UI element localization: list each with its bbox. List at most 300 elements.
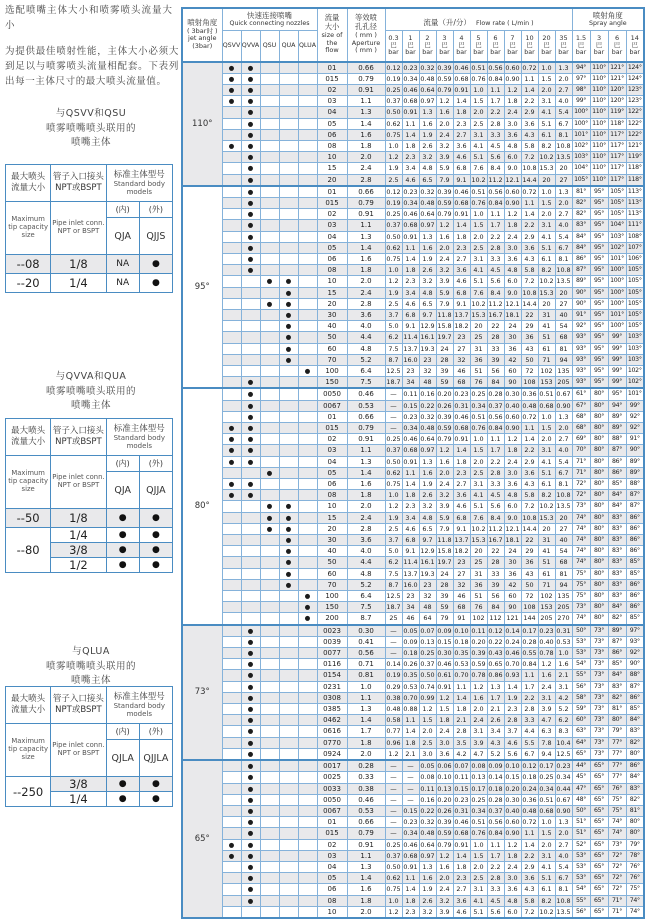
flow-value: 59 [436, 602, 453, 613]
availability-empty [298, 220, 317, 231]
spray-angle-value: 65° [590, 884, 608, 895]
pressure-value: 1.5 [575, 33, 587, 42]
flow-value: 14.4 [522, 299, 537, 308]
spray-angle-value: 81° [572, 186, 590, 198]
flow-value: 1.4 [402, 884, 419, 895]
flow-value: 4.6 [402, 174, 419, 186]
flow-value: 1.1 [487, 84, 504, 95]
flow-value: 0.90 [556, 401, 571, 410]
spray-angle-value: 93° [572, 365, 590, 376]
flow-value: 3.9 [436, 152, 453, 163]
flow-value: 2.0 [538, 84, 555, 95]
availability-empty [260, 479, 279, 490]
availability-empty [260, 805, 279, 816]
flow-value: 16.0 [403, 580, 418, 589]
availability-empty [298, 850, 317, 861]
spray-angle-value: 50° [572, 805, 590, 816]
flow-value: 6.7 [555, 118, 572, 129]
availability-empty [222, 557, 241, 568]
flow-value: 1.4 [521, 84, 538, 95]
flow-size-code: 200 [317, 613, 347, 625]
flow-value: 0.31 [454, 401, 469, 410]
flow-value: 1.3 [487, 681, 504, 692]
flow-value: 0.75 [386, 130, 401, 139]
flow-value: 11.8 [437, 310, 452, 319]
availability-empty [298, 400, 317, 411]
flow-value: 0.32 [420, 187, 435, 196]
flow-value: 1.9 [419, 253, 436, 264]
flow-value-dash: — [385, 772, 402, 783]
spray-angle-value: 95° [590, 220, 608, 231]
flow-value-dash: — [385, 760, 402, 772]
spray-angle-value: 68° [572, 411, 590, 422]
availability-empty [260, 445, 279, 456]
availability-empty [298, 625, 317, 637]
spray-angle-value: 68° [572, 423, 590, 434]
flow-value: 5.8 [521, 140, 538, 151]
spray-angle-value: 98° [572, 84, 590, 95]
flow-value: 1.6 [555, 659, 572, 670]
spray-angle-value: 76° [626, 873, 644, 884]
availability-empty [279, 748, 298, 760]
pressure-value: 1 [408, 33, 413, 42]
spray-angle-value: 75° [608, 805, 626, 816]
flow-value: 0.46 [454, 818, 469, 827]
flow-value: 0.19 [386, 198, 401, 207]
spray-angle-value: 55° [572, 895, 590, 906]
flow-value: 4.6 [453, 501, 470, 512]
flow-value: 2.8 [453, 726, 470, 737]
availability-empty [222, 828, 241, 839]
spray-angle-value: 81° [626, 805, 644, 816]
flow-value: 1.1 [487, 839, 504, 850]
flow-value: 0.75 [386, 254, 401, 263]
aperture-value: 1.3 [347, 107, 385, 118]
inner-label: (内) [106, 456, 139, 472]
spray-angle-value: 58° [572, 692, 590, 703]
availability-dot: ● [106, 543, 139, 558]
flow-value: 46 [453, 591, 470, 602]
flow-value: 81 [555, 343, 572, 354]
flow-value: 0.12 [386, 187, 401, 196]
flow-value: 6.5 [419, 174, 436, 186]
availability-dot-qvva: ● [241, 704, 260, 715]
spray-angle-value: 65° [590, 817, 608, 828]
spray-angle-value: 65° [590, 805, 608, 816]
bar-en: bar [629, 49, 640, 57]
flow-value: 5.8 [521, 490, 538, 501]
aperture-column-header [347, 8, 385, 62]
flow-value: 29 [521, 546, 538, 557]
pressure-value: 2 [425, 33, 430, 42]
flow-value: 1.5 [470, 220, 487, 231]
outer-label: (外) [139, 724, 172, 740]
flow-value: 48 [419, 602, 436, 613]
availability-empty [260, 748, 279, 760]
inner-model-name: QJA [106, 218, 139, 255]
availability-empty [222, 332, 241, 343]
availability-empty [279, 253, 298, 264]
flow-size-code: 015 [317, 423, 347, 434]
flow-value: 8.7 [385, 354, 402, 365]
flow-value: 12.9 [420, 322, 435, 331]
flow-size-code: 30 [317, 535, 347, 546]
flow-value: 71 [538, 579, 555, 590]
flow-value: 10.2 [471, 299, 486, 308]
flow-value: 5.0 [385, 321, 402, 332]
aperture-value: 3.6 [347, 309, 385, 320]
flow-value: 2.2 [487, 107, 504, 118]
availability-empty [222, 817, 241, 828]
availability-dot-qsvv: ● [222, 84, 241, 95]
bar-zh: 巴 [441, 42, 448, 49]
flow-value: 20 [538, 523, 555, 534]
flow-value: 3.1 [538, 96, 555, 107]
flow-value: 2.3 [402, 906, 419, 918]
availability-dot-qua: ● [279, 287, 298, 298]
flow-value: 3.1 [470, 479, 487, 490]
flow-value: 3.4 [402, 512, 419, 523]
spray-angle-value: 73° [590, 726, 608, 737]
flow-size-code: 50 [317, 332, 347, 343]
flow-value-dash: — [385, 411, 402, 422]
flow-value: 2.2 [521, 445, 538, 456]
availability-empty [241, 276, 260, 287]
flow-value: 15.3 [539, 513, 554, 522]
flow-value: 0.34 [471, 401, 486, 410]
availability-dot-qsvv: ● [222, 850, 241, 861]
flow-value: 11.2 [487, 174, 504, 186]
flow-value: 18.1 [505, 310, 520, 319]
spray-angle-value: 83° [608, 681, 626, 692]
availability-dot-qua: ● [279, 343, 298, 354]
availability-empty [298, 794, 317, 805]
spray-angle-value: 92° [626, 648, 644, 659]
spray-angle-value: 83° [608, 557, 626, 568]
flow-size-code: 01 [317, 411, 347, 422]
flow-value: 0.22 [420, 401, 435, 410]
flow-value: 4.1 [470, 490, 487, 501]
availability-dot-qua: ● [279, 501, 298, 512]
flow-value: 135 [555, 365, 572, 376]
availability-empty [222, 287, 241, 298]
flow-size-code: 03 [317, 220, 347, 231]
availability-empty [222, 354, 241, 365]
availability-empty [260, 388, 279, 400]
aperture-value: 1.4 [347, 873, 385, 884]
aperture-value: 4.4 [347, 332, 385, 343]
flow-value: 1.4 [521, 434, 538, 445]
spray-angle-value: 103° [626, 343, 644, 354]
flow-value: 6.5 [419, 523, 436, 534]
flow-value: 0.61 [437, 671, 452, 680]
availability-empty [260, 591, 279, 602]
availability-empty [260, 118, 279, 129]
availability-dot-qua: ● [279, 321, 298, 332]
flow-value: 1.2 [436, 220, 453, 231]
pressure-value: 7 [510, 33, 515, 42]
availability-empty [222, 568, 241, 579]
tip-capacity-size: --08 [6, 255, 51, 274]
flow-value: 12.9 [420, 547, 435, 556]
spray-angle-value: 124° [626, 73, 644, 84]
size-column-header [317, 8, 347, 62]
flow-value: 0.11 [471, 626, 486, 635]
flow-value: 0.43 [488, 649, 503, 658]
flow-value: 0.91 [454, 435, 469, 444]
flow-value: 112 [487, 613, 504, 625]
availability-dot-qvva: ● [241, 861, 260, 872]
availability-dot: ● [139, 777, 172, 792]
spray-angle-value: 72° [608, 850, 626, 861]
spray-angle-value: 71° [608, 906, 626, 918]
flow-value: 13.5 [555, 906, 572, 918]
flow-value: 3.2 [436, 490, 453, 501]
spray-angle-value: 80° [608, 715, 626, 726]
flow-value: 4.1 [538, 231, 555, 242]
flow-value: 6.0 [504, 501, 521, 512]
flow-value: 2.2 [487, 231, 504, 242]
availability-empty [222, 579, 241, 590]
spray-en: Spray angle [588, 19, 627, 27]
flow-value: 6.0 [504, 276, 521, 287]
flow-value: 4.1 [470, 140, 487, 151]
spray-angle-value: 80° [590, 388, 608, 400]
flow-value: 5.6 [504, 748, 521, 760]
flow-value: 0.78 [539, 649, 554, 658]
flow-value: 6.8 [402, 535, 419, 546]
size-en1: size of [321, 30, 343, 39]
availability-empty [279, 760, 298, 772]
flow-value: 0.39 [437, 187, 452, 196]
flow-value: 19.7 [437, 333, 452, 342]
availability-empty [222, 726, 241, 737]
flow-size-code: 01 [317, 62, 347, 74]
aperture-value: 2.8 [347, 523, 385, 534]
availability-dot-qvva: ● [241, 140, 260, 151]
bar-zh: 巴 [613, 42, 621, 49]
availability-empty [241, 579, 260, 590]
aperture-value: 0.91 [347, 209, 385, 220]
flow-value: 64 [419, 613, 436, 625]
flow-size-code: 0308 [317, 692, 347, 703]
flow-value: 1.4 [504, 681, 521, 692]
flow-pressure-header [402, 30, 419, 62]
aperture-value: 0.53 [347, 400, 385, 411]
pressure-value: 6 [493, 33, 498, 42]
flow-size-code: 0039 [317, 636, 347, 647]
flow-value: 0.91 [454, 840, 469, 849]
flow-value-dash: — [402, 783, 419, 794]
flow-value: 8.4 [487, 512, 504, 523]
flow-value: 0.68 [454, 424, 469, 432]
flow-value: 15.3 [539, 164, 554, 173]
availability-dot-qvva: ● [241, 129, 260, 140]
flow-value: 1.8 [453, 861, 470, 872]
spray-angle-value: 54° [572, 659, 590, 670]
flow-value-dash: — [385, 648, 402, 659]
availability-empty [260, 434, 279, 445]
flow-value: 10.2 [471, 524, 486, 533]
availability-dot-qvva: ● [241, 805, 260, 816]
bar-zh: 巴 [526, 42, 533, 49]
spray-angle-value: 118° [626, 163, 644, 174]
flow-value: 5.2 [555, 704, 572, 715]
spray-angle-value: 110° [590, 129, 608, 140]
availability-empty [298, 321, 317, 332]
flow-size-code: 06 [317, 253, 347, 264]
spray-angle-value: 55° [572, 670, 590, 681]
spray-angle-value: 99° [626, 400, 644, 411]
flow-pressure-header [521, 30, 538, 62]
availability-dot-qvva: ● [241, 152, 260, 163]
availability-empty [260, 760, 279, 772]
flow-value: 0.65 [488, 660, 503, 669]
flow-value: 0.18 [403, 649, 418, 658]
availability-empty [222, 253, 241, 264]
flow-value: 68 [555, 332, 572, 343]
availability-empty [260, 62, 279, 74]
spray-angle-value: 86° [626, 546, 644, 557]
flow-value: 3.2 [419, 501, 436, 512]
availability-empty [298, 817, 317, 828]
flow-value: 0.68 [454, 829, 469, 838]
availability-empty [279, 839, 298, 850]
availability-empty [298, 118, 317, 129]
flow-value: 0.68 [454, 74, 469, 83]
flow-value: 3.0 [504, 467, 521, 478]
spray-angle-value: 87° [626, 681, 644, 692]
spray-angle-value: 124° [626, 62, 644, 74]
caption-line: 喷雾喷嘴喷头联用的 [45, 660, 136, 672]
flow-value: 2.3 [453, 118, 470, 129]
availability-empty [260, 704, 279, 715]
flow-size-code: 06 [317, 479, 347, 490]
flow-value: 0.46 [403, 435, 418, 444]
spray-angle-value: 83° [608, 568, 626, 579]
availability-empty [260, 107, 279, 118]
flow-value: 1.8 [453, 231, 470, 242]
flow-value: 1.4 [453, 692, 470, 703]
flow-value: 0.75 [386, 480, 401, 489]
availability-dot-qua: ● [279, 535, 298, 546]
bar-en: bar [593, 49, 605, 57]
outer-label: (外) [139, 202, 172, 218]
flow-value: 0.26 [403, 660, 418, 669]
flow-value: 4.8 [419, 287, 436, 298]
flow-value: 1.0 [538, 817, 555, 828]
flow-value: 7.6 [470, 163, 487, 174]
flow-value: 0.34 [403, 829, 418, 838]
availability-dot-qvva: ● [241, 670, 260, 681]
caption-line: 喷雾喷嘴喷头联用的 [45, 122, 136, 134]
spray-angle-value: 73° [590, 748, 608, 760]
spray-angle-value: 85° [626, 704, 644, 715]
flow-value: 2.7 [453, 129, 470, 140]
availability-dot-qsvv: ● [222, 839, 241, 850]
availability-empty [298, 772, 317, 783]
availability-empty [298, 636, 317, 647]
flow-value: 1.8 [402, 895, 419, 906]
availability-empty [279, 377, 298, 389]
flow-value: 3.0 [504, 118, 521, 129]
flow-value: 0.60 [505, 63, 520, 72]
spray-angle-value: 64° [572, 737, 590, 748]
flow-value: 39 [436, 365, 453, 376]
spray-angle-value: 75° [626, 884, 644, 895]
flow-value: 43 [521, 343, 538, 354]
flow-value: 0.40 [505, 401, 520, 410]
flow-value: 0.59 [437, 829, 452, 838]
flow-value: 0.50 [386, 108, 401, 117]
flow-value: 4.3 [521, 253, 538, 264]
availability-dot-qlua: ● [298, 365, 317, 376]
flow-value: 0.20 [437, 795, 452, 804]
aperture-value: 0.38 [347, 783, 385, 794]
spray-angle-value: 94° [608, 400, 626, 411]
flow-value: 68 [453, 602, 470, 613]
flow-size-code: 08 [317, 140, 347, 151]
flow-size-code: 0017 [317, 760, 347, 772]
flow-value: 11.2 [488, 524, 503, 533]
flow-value: 1.3 [419, 456, 436, 467]
spray-angle-value: 86° [626, 602, 644, 613]
spray-angle-value: 54° [572, 884, 590, 895]
availability-empty [298, 760, 317, 772]
spray-angle-value: 80° [590, 400, 608, 411]
bar-en: bar [439, 49, 450, 57]
spray-angle-value: 80° [590, 602, 608, 613]
availability-empty [298, 557, 317, 568]
flow-value: 0.12 [386, 63, 401, 72]
availability-empty [298, 287, 317, 298]
availability-empty [260, 186, 279, 198]
availability-empty [260, 817, 279, 828]
flow-value: 205 [538, 613, 555, 625]
spray-angle-value: 95° [590, 365, 608, 376]
flow-value: 5.5 [521, 737, 538, 748]
availability-empty [241, 343, 260, 354]
spray-angle-value: 83° [608, 591, 626, 602]
availability-empty [260, 783, 279, 794]
flow-value: 14.4 [522, 524, 537, 533]
availability-empty [298, 512, 317, 523]
bar-zh: 巴 [458, 42, 465, 49]
bar-en: bar [405, 49, 416, 57]
flow-value: 5.1 [538, 873, 555, 884]
aperture-value: 1.6 [347, 479, 385, 490]
availability-empty [260, 411, 279, 422]
bar-zh: 巴 [509, 42, 516, 49]
flow-value: 7.9 [436, 174, 453, 186]
flow-value: 3.6 [504, 479, 521, 490]
availability-empty [279, 737, 298, 748]
flow-value: 23 [453, 557, 470, 568]
spray-angle-value: 105° [626, 309, 644, 320]
availability-empty [298, 163, 317, 174]
flow-value: 3.7 [504, 726, 521, 737]
pipe-conn-size: 1/4 [51, 528, 106, 543]
availability-empty [298, 670, 317, 681]
flow-value: 0.23 [539, 626, 554, 635]
flow-value: 5.8 [521, 265, 538, 276]
spray-angle-value: 72° [572, 490, 590, 501]
spray-angle-value: 84° [608, 670, 626, 681]
flow-value: 20 [538, 298, 555, 309]
bar-zh: 巴 [492, 42, 499, 49]
flow-size-code: 015 [317, 197, 347, 208]
availability-dot-qlua: ● [298, 613, 317, 625]
